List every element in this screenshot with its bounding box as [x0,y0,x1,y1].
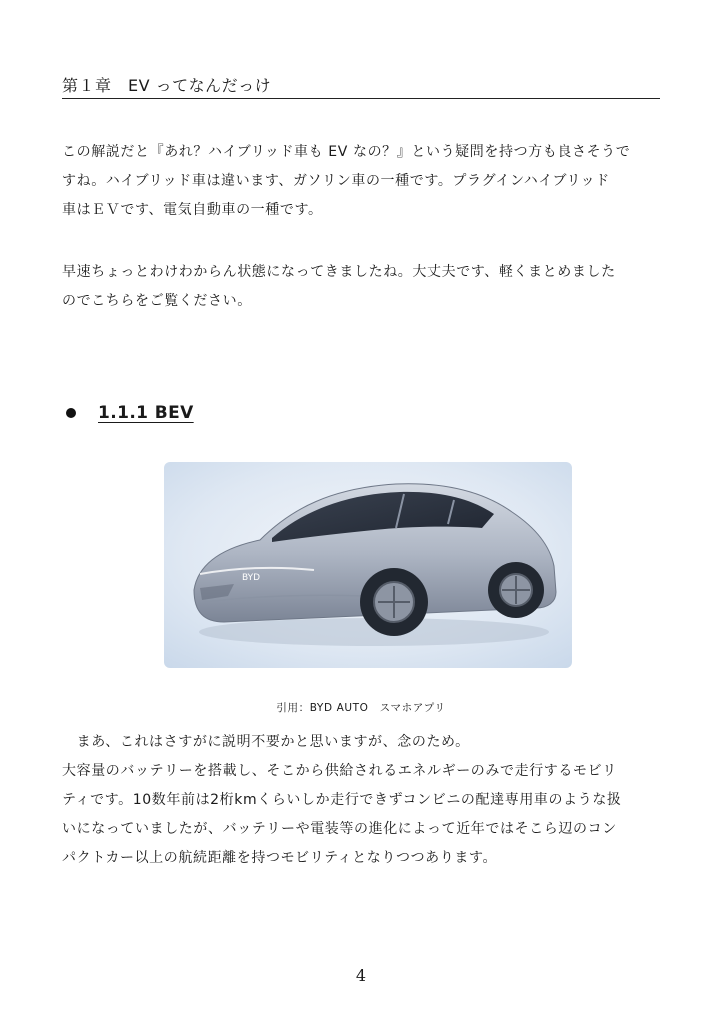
summary-line-2: のでこちらをご覧ください。 [62,293,252,309]
bev-line-4: いになっていましたが、バッテリーや電装等の進化によって近年ではそこら辺のコン [62,821,617,837]
intro-line-1: この解説だと『あれ？ハイブリッド車も EV なの？』という疑問を持つ方も良さそうで [62,144,631,160]
figure-caption: 引用：BYD AUTO スマホアプリ [276,702,446,714]
car-illustration [164,462,572,668]
intro-line-3: 車はＥＶです、電気自動車の一種です。 [62,202,323,218]
bullet-icon [66,408,76,418]
bev-line-1: まあ、これはさすがに説明不要かと思いますが、念のため。 [62,734,470,750]
car-figure [164,462,572,668]
page-number: 4 [355,966,367,985]
grille-logo: BYD [242,573,261,583]
bev-line-5: パクトカー以上の航続距離を持つモビリティとなりつつあります。 [62,850,498,866]
intro-line-2: すね。ハイブリッド車は違います、ガソリン車の一種です。プラグインハイブリッド [62,173,610,189]
bev-line-2: 大容量のバッテリーを搭載し、そこから供給されるエネルギーのみで走行するモビリ [62,763,617,779]
summary-paragraph [62,258,662,316]
section-heading [62,400,194,426]
summary-line-1: 早速ちょっとわけわからん状態になってきましたね。大丈夫です、軽くまとめました [62,264,616,280]
section-title: 1.1.1 BEV [98,403,194,423]
bev-line-3: ティです。10数年前は2桁kmくらいしか走行できずコンビニの配達専用車のような扱 [62,792,622,808]
chapter-heading: 第１章 EV ってなんだっけ [62,76,660,99]
intro-paragraph [62,138,662,225]
bev-paragraph [62,728,662,873]
